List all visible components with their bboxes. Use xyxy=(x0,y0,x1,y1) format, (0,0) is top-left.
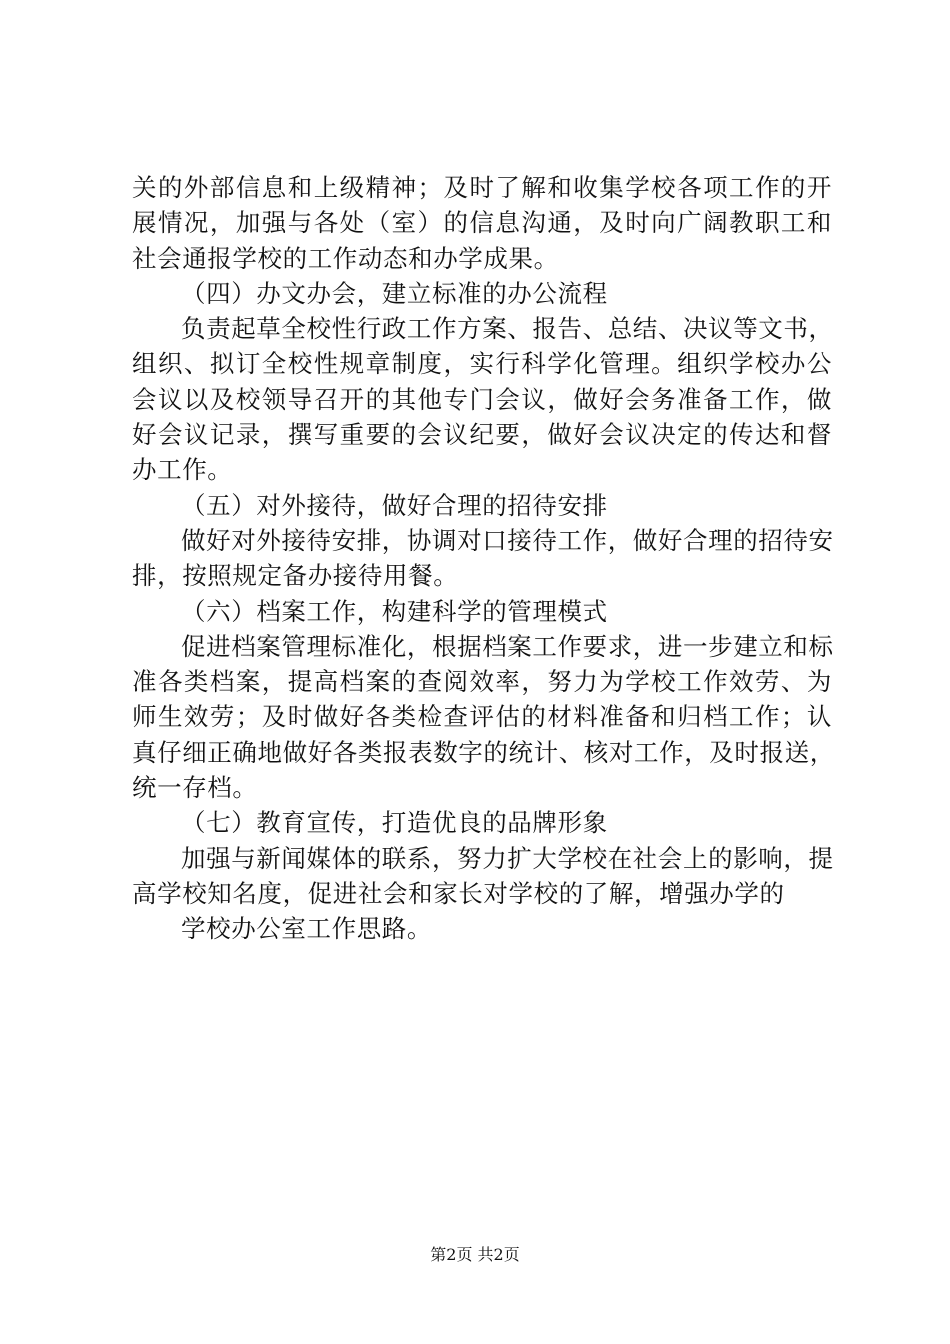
document-body xyxy=(132,170,835,947)
paragraph-line: 做好对外接待安排，协调对口接待工作，做好合理的招待安 xyxy=(181,525,834,555)
paragraph-line: 师生效劳；及时做好各类检查评估的材料准备和归档工作；认 xyxy=(132,702,832,732)
paragraph-line: 好会议记录，撰写重要的会议纪要，做好会议决定的传达和督 xyxy=(132,420,832,450)
paragraph-line: 促进档案管理标准化，根据档案工作要求，进一步建立和标 xyxy=(181,631,834,661)
section-heading-4: （四）办文办会，建立标准的办公流程 xyxy=(181,278,608,308)
paragraph-line: 统一存档。 xyxy=(132,773,258,803)
section-heading-6: （六）档案工作，构建科学的管理模式 xyxy=(181,596,608,626)
paragraph-line: 展情况，加强与各处（室）的信息沟通，及时向广阔教职工和 xyxy=(132,208,832,238)
paragraph-line: 社会通报学校的工作动态和办学成果。 xyxy=(132,243,559,273)
paragraph-line: 会议以及校领导召开的其他专门会议，做好会务准备工作，做 xyxy=(132,384,832,414)
section-heading-7: （七）教育宣传，打造优良的品牌形象 xyxy=(181,808,608,838)
paragraph-line: 排，按照规定备办接待用餐。 xyxy=(132,561,459,591)
paragraph-line: 办工作。 xyxy=(132,455,233,485)
paragraph-line: 组织、拟订全校性规章制度，实行科学化管理。组织学校办公 xyxy=(132,349,832,379)
paragraph-line: 负责起草全校性行政工作方案、报告、总结、决议等文书， xyxy=(181,314,834,344)
paragraph-line: 准各类档案，提高档案的查阅效率，努力为学校工作效劳、为 xyxy=(132,667,832,697)
page-footer xyxy=(0,1244,950,1266)
paragraph-line: 高学校知名度，促进社会和家长对学校的了解，增强办学的 xyxy=(132,878,785,908)
paragraph-line: 关的外部信息和上级精神；及时了解和收集学校各项工作的开 xyxy=(132,173,832,202)
page-number-label: 第2页 共2页 xyxy=(430,1245,520,1264)
paragraph-line: 学校办公室工作思路。 xyxy=(181,914,432,944)
section-heading-5: （五）对外接待，做好合理的招待安排 xyxy=(181,490,608,520)
paragraph-line: 加强与新闻媒体的联系，努力扩大学校在社会上的影响，提 xyxy=(181,843,834,873)
paragraph-line: 真仔细正确地做好各类报表数字的统计、核对工作，及时报送， xyxy=(132,737,835,767)
